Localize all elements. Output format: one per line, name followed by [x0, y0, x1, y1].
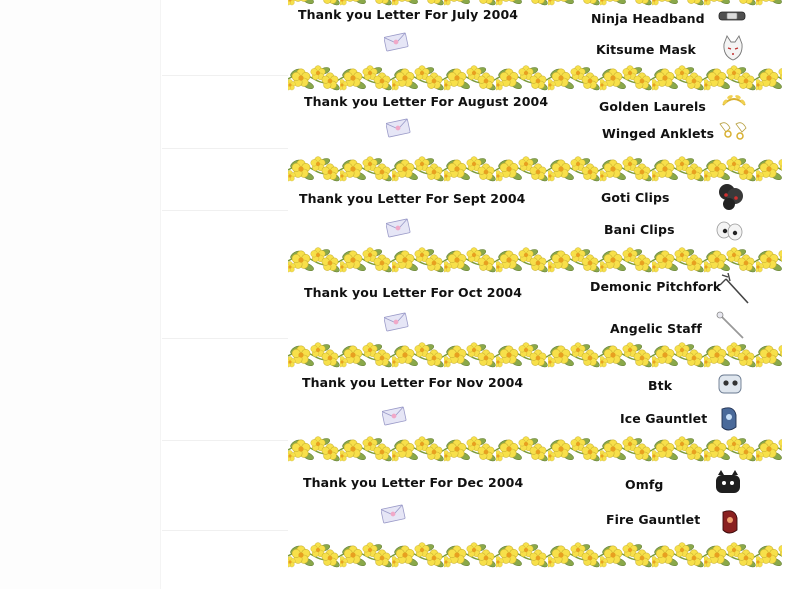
fire-gauntlet-icon — [717, 508, 743, 536]
item-label-bani-clips: Bani Clips — [604, 222, 675, 237]
faint-divider — [162, 75, 288, 76]
ninja-headband-icon — [718, 9, 746, 23]
flower-vine-divider — [288, 338, 782, 370]
angelic-staff-icon — [715, 310, 747, 340]
faint-divider — [162, 440, 288, 441]
faint-divider — [162, 148, 288, 149]
item-label-ice-gauntlet: Ice Gauntlet — [620, 411, 708, 426]
faint-divider — [162, 530, 288, 531]
bani-clips-icon — [715, 218, 743, 244]
demonic-pitchfork-icon — [718, 273, 752, 305]
letter-envelope-icon — [384, 32, 410, 54]
letter-envelope-icon — [381, 504, 407, 526]
letter-label-august: Thank you Letter For August 2004 — [304, 94, 549, 109]
letter-envelope-icon — [382, 406, 408, 428]
omfg-icon — [713, 469, 743, 497]
ice-gauntlet-icon — [716, 405, 742, 433]
letter-envelope-icon — [386, 218, 412, 240]
item-label-btk: Btk — [648, 378, 673, 393]
item-label-ninja-headband: Ninja Headband — [591, 11, 705, 26]
item-label-omfg: Omfg — [625, 477, 664, 492]
btk-icon — [716, 370, 746, 398]
item-label-golden-laurels: Golden Laurels — [599, 99, 706, 114]
faint-divider — [162, 338, 288, 339]
letter-envelope-icon — [386, 118, 412, 140]
item-label-goti-clips: Goti Clips — [601, 190, 670, 205]
letter-label-sept: Thank you Letter For Sept 2004 — [299, 191, 526, 206]
flower-vine-divider — [288, 432, 782, 464]
kitsume-mask-icon — [721, 34, 745, 62]
faint-divider — [162, 210, 288, 211]
golden-laurels-icon — [720, 91, 748, 115]
item-label-demonic-pitchfork: Demonic Pitchfork — [590, 279, 722, 294]
letter-label-july: Thank you Letter For July 2004 — [298, 7, 519, 22]
flower-vine-divider — [288, 538, 782, 570]
letter-envelope-icon — [384, 312, 410, 334]
letter-label-dec: Thank you Letter For Dec 2004 — [303, 475, 524, 490]
item-label-winged-anklets: Winged Anklets — [602, 126, 715, 141]
item-label-kitsume-mask: Kitsume Mask — [596, 42, 696, 57]
letter-label-nov: Thank you Letter For Nov 2004 — [302, 375, 524, 390]
winged-anklets-icon — [718, 118, 748, 144]
goti-clips-icon — [717, 182, 745, 210]
item-label-fire-gauntlet: Fire Gauntlet — [606, 512, 701, 527]
flower-vine-divider — [288, 243, 782, 275]
item-label-angelic-staff: Angelic Staff — [610, 321, 702, 336]
flower-vine-divider — [288, 61, 782, 93]
flower-vine-divider — [288, 152, 782, 184]
left-blank-panel — [0, 0, 161, 589]
letter-label-oct: Thank you Letter For Oct 2004 — [304, 285, 522, 300]
